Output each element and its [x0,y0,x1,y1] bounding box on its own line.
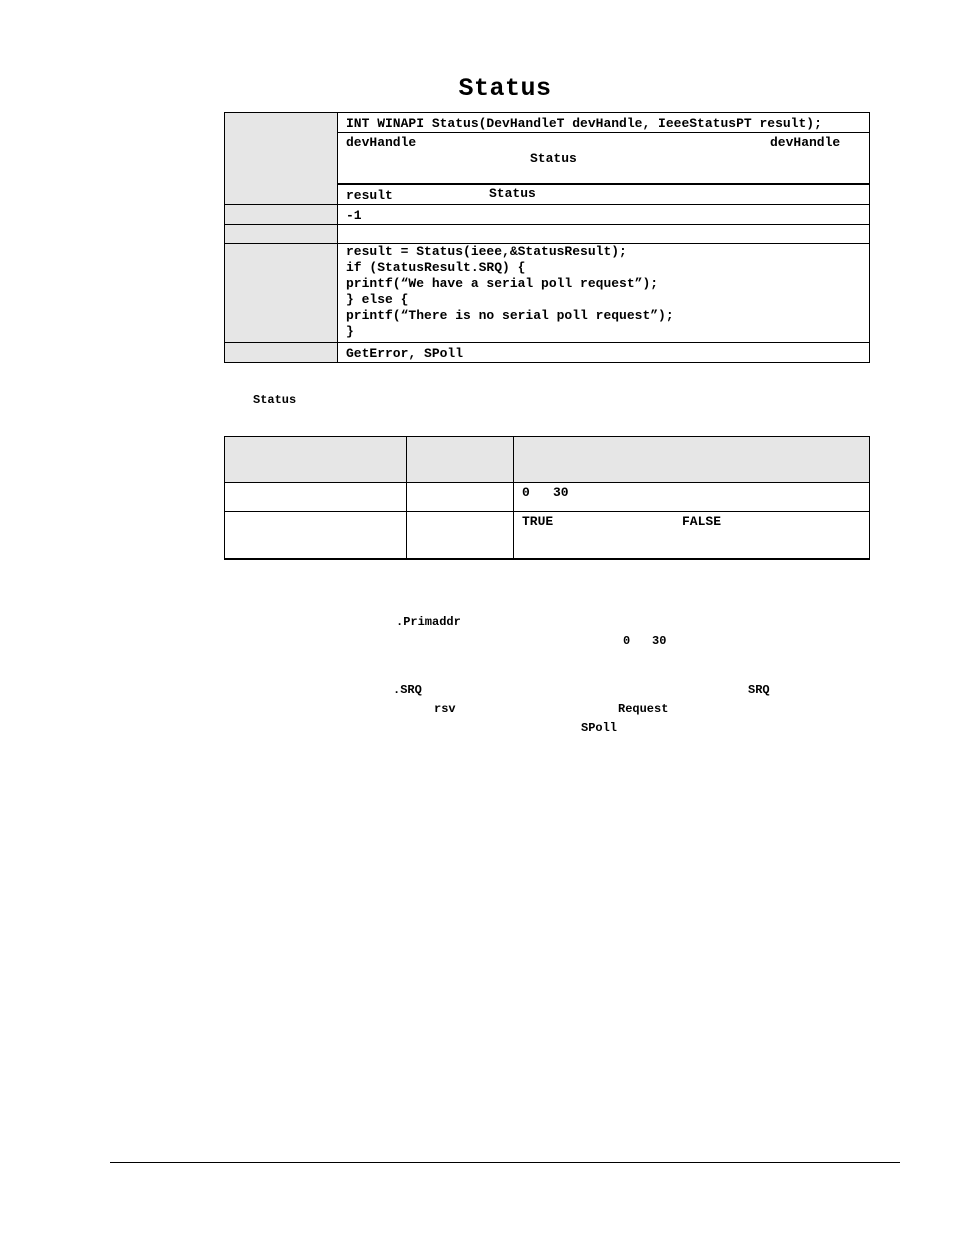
return-value-cell [338,204,870,224]
range-low: 0 [522,485,530,500]
note-primaddr-field: .Primaddr [396,615,461,629]
row-srq-type [407,512,514,559]
row-primaddr-type [407,483,514,512]
param-devhandle-fn: Status [530,151,577,166]
footer-divider [110,1162,900,1163]
note-rsv-term: rsv [434,702,456,716]
note-primaddr-high: 30 [652,634,667,648]
description-cell [338,224,870,243]
range-high: 30 [553,485,569,500]
see-also-text: GetError, SPoll [346,345,464,361]
srq-false-value: FALSE [682,514,722,529]
example-line: printf(“We have a serial poll request”); [346,275,659,291]
param-result-cell [338,184,870,205]
row-primaddr-field [225,483,407,512]
signature-cell [338,113,870,133]
example-line: } else { [346,291,409,307]
example-line: if (StatusResult.SRQ) { [346,259,526,275]
header-type-cell [407,437,514,483]
note-primaddr-low: 0 [623,634,631,648]
see-also-cell [338,342,870,362]
note-request-term: Request [618,702,669,716]
param-result-name: result [346,187,393,203]
srq-true-value: TRUE [522,514,554,529]
row-srq-field [225,512,407,559]
note-srq-term: SRQ [748,683,770,697]
header-field-cell [225,437,407,483]
header-description-cell [514,437,870,483]
param-devhandle-cell [338,133,870,184]
row-srq-desc [514,512,870,559]
example-label-cell [225,243,338,342]
status-structure-table [224,436,870,560]
returns-label-cell [225,204,338,224]
example-line: printf(“There is no serial poll request”); [346,307,674,323]
intro-fn-name: Status [253,393,297,407]
return-value: -1 [346,207,362,223]
see-also-label-cell [225,342,338,362]
example-line: result = Status(ieee,&StatusResult); [346,243,627,259]
page-title: Status [458,74,552,103]
signature-text: INT WINAPI Status(DevHandleT devHandle, IeeeStatusPT result); [346,116,822,131]
row-primaddr-desc [514,483,870,512]
param-devhandle-ref: devHandle [770,135,841,150]
param-result-fn: Status [489,185,536,201]
syntax-label-cell [225,113,338,205]
example-code-cell [338,243,870,342]
description-label-cell [225,224,338,243]
example-line: } [346,323,354,339]
function-reference-table [224,112,870,363]
note-srq-field: .SRQ [393,683,422,697]
note-spoll-term: SPoll [581,721,618,735]
param-devhandle-name: devHandle [346,135,417,150]
